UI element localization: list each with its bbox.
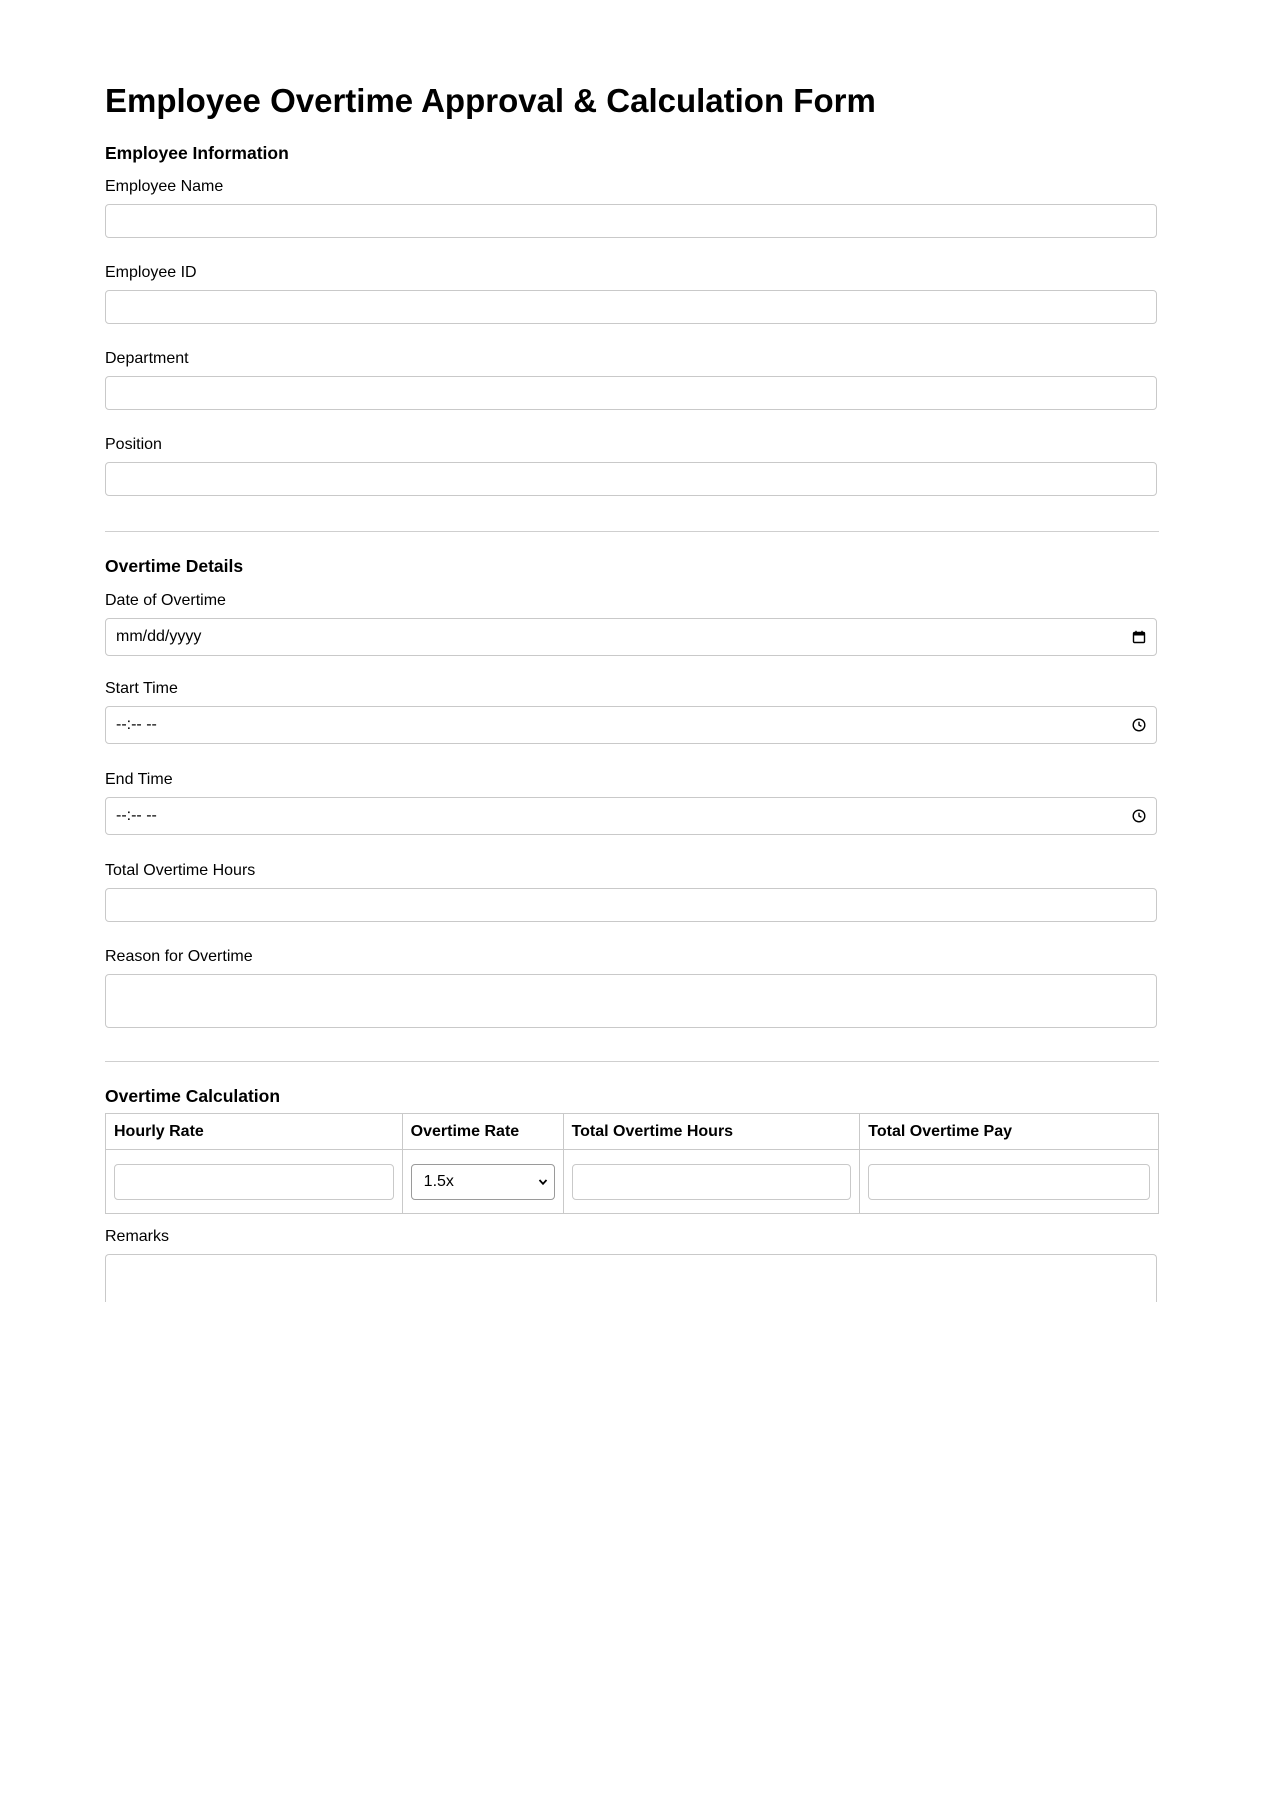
total-hours-input[interactable]	[105, 888, 1157, 922]
end-time-label: End Time	[105, 771, 173, 788]
overtime-calculation-heading: Overtime Calculation	[105, 1086, 281, 1106]
clock-icon[interactable]	[1132, 809, 1146, 823]
employee-info-heading: Employee Information	[105, 143, 289, 163]
employee-id-input[interactable]	[105, 290, 1157, 324]
position-input[interactable]	[105, 462, 1157, 496]
total-pay-cell	[860, 1150, 1159, 1214]
section-divider	[105, 1061, 1159, 1062]
end-time-input[interactable]	[105, 797, 1157, 835]
calendar-icon[interactable]	[1132, 630, 1146, 644]
column-header-total-hours: Total Overtime Hours	[563, 1114, 860, 1150]
remarks-label: Remarks	[105, 1228, 170, 1245]
end-time-placeholder: --:-- --	[116, 807, 157, 824]
department-input[interactable]	[105, 376, 1157, 410]
position-label: Position	[105, 436, 162, 453]
reason-label: Reason for Overtime	[105, 948, 253, 965]
date-placeholder: mm/dd/yyyy	[116, 628, 202, 645]
total-pay-input[interactable]	[868, 1164, 1150, 1200]
overtime-date-input[interactable]	[105, 618, 1157, 656]
overtime-details-heading: Overtime Details	[105, 556, 244, 576]
column-header-hourly-rate: Hourly Rate	[106, 1114, 403, 1150]
start-time-placeholder: --:-- --	[116, 716, 157, 733]
chevron-down-icon	[538, 1177, 548, 1187]
total-hours-label: Total Overtime Hours	[105, 862, 256, 879]
employee-name-input[interactable]	[105, 204, 1157, 238]
employee-name-label: Employee Name	[105, 178, 224, 195]
column-header-overtime-rate: Overtime Rate	[402, 1114, 563, 1150]
date-label: Date of Overtime	[105, 592, 226, 609]
employee-id-label: Employee ID	[105, 264, 197, 281]
clock-icon[interactable]	[1132, 718, 1146, 732]
hourly-rate-cell	[106, 1150, 403, 1214]
section-divider	[105, 531, 1159, 532]
table-row	[106, 1150, 1159, 1214]
column-header-total-pay: Total Overtime Pay	[860, 1114, 1159, 1150]
overtime-calculation-table	[105, 1113, 1159, 1214]
department-label: Department	[105, 350, 189, 367]
remarks-textarea[interactable]	[105, 1254, 1157, 1302]
overtime-rate-selected: 1.5x	[423, 1172, 454, 1190]
overtime-rate-cell	[402, 1150, 563, 1214]
total-hours-cell	[563, 1150, 860, 1214]
start-time-input[interactable]	[105, 706, 1157, 744]
calc-total-hours-input[interactable]	[572, 1164, 852, 1200]
table-header-row	[106, 1114, 1159, 1150]
start-time-label: Start Time	[105, 680, 178, 697]
reason-textarea[interactable]	[105, 974, 1157, 1028]
overtime-rate-select[interactable]	[411, 1164, 555, 1200]
page-title: Employee Overtime Approval & Calculation Form	[105, 82, 876, 119]
hourly-rate-input[interactable]	[114, 1164, 394, 1200]
